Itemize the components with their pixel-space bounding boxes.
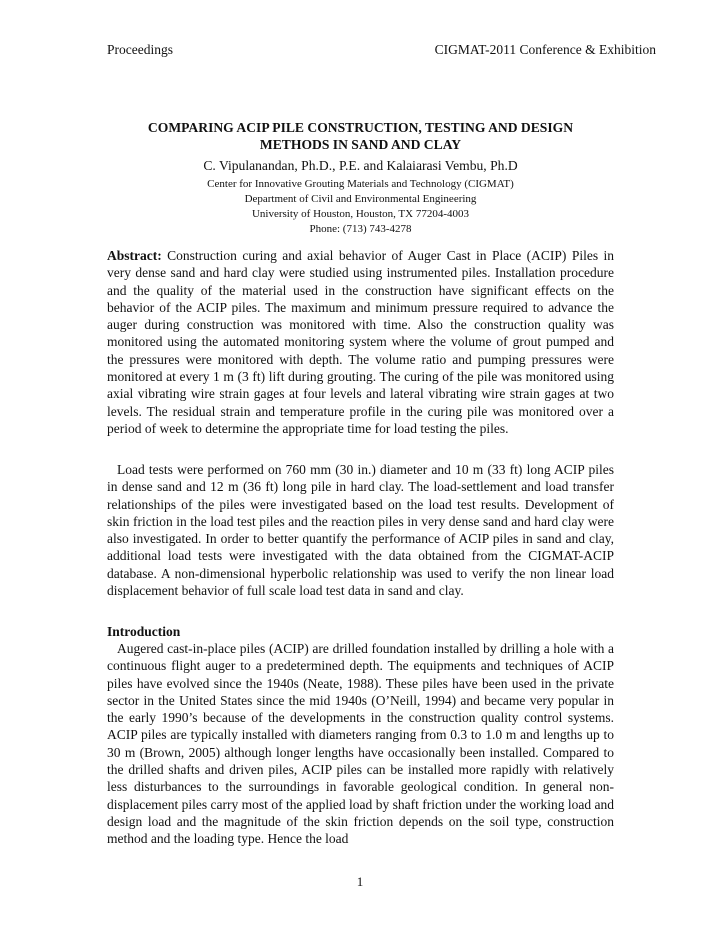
abstract-label: Abstract:: [107, 248, 162, 263]
abstract-text: Construction curing and axial behavior of Auger Cast in Place (ACIP) Piles in very dense sand and hard clay were studied using instrumented piles. Installation procedure and the quality of the material used in the construction have significant effects on the behavior of the ACIP piles. The maximum and minimum pressure required to advance the auger during construction was monitored with time. Also the construction quality was monitored using the automated monitoring system where the volume of grout pumped and the pressures were monitored with depth. The volume ratio and pumping pressures were monitored at every 1 m (3 ft) lift during grouting. The curing of the pile was monitored using axial vibrating wire strain gages at four levels and lateral vibrating wire strain gages at two levels. The residual strain and temperature profile in the curing pile was monitored over a period of week to determine the appropriate time for load testing the piles.: [107, 248, 614, 436]
title-line-2: METHODS IN SAND AND CLAY: [259, 136, 462, 152]
introduction-paragraph: Augered cast-in-place piles (ACIP) are drilled foundation installed by drilling a hole with a continuous flight auger to a predetermined depth. The equipments and techniques of ACIP piles have evolved since the 1940s (Neate, 1988). These piles have been used in the private sector in the United States since the mid 1940s (O’Neill, 1994) and became very popular in the early 1990’s because of the developments in the construction quality control systems. ACIP piles are typically installed with diameters ranging from 0.3 to 1.0 m and lengths up to 30 m (Brown, 2005) although longer lengths have occasionally been installed. Compared to the drilled shafts and driven piles, ACIP piles can be installed more rapidly with relatively less disturbances to the surroundings in favorable geological condition. In general non-displacement piles carry most of the applied load by shaft friction under the working load and design load and the magnitude of the skin friction depends on the soil type, construction method and the loading type. Hence the load: [107, 641, 614, 847]
title-line-1: COMPARING ACIP PILE CONSTRUCTION, TESTING AND DESIGN: [147, 120, 574, 135]
introduction-heading: Introduction: [107, 624, 181, 639]
page-number: 1: [356, 874, 364, 889]
affiliation-phone: Phone: (713) 743-4278: [309, 223, 412, 235]
abstract-paragraph: [107, 247, 614, 437]
affiliation-center: Center for Innovative Grouting Materials and Technology (CIGMAT): [207, 178, 514, 190]
affiliation-university: University of Houston, Houston, TX 77204-4003: [251, 208, 470, 220]
load-test-paragraph: Load tests were performed on 760 mm (30 in.) diameter and 10 m (33 ft) long ACIP piles in dense sand and 12 m (36 ft) long pile in hard clay. The load-settlement and load transfer relationships of the piles were investigated based on the load test results. Development of skin friction in the load test piles and the reaction piles in very dense sand and hard clay were also investigated. In order to better quantify the performance of ACIP piles in sand and clay, additional load tests were investigated with the data obtained from the CIGMAT-ACIP database. A non-dimensional hyperbolic relationship was used to verify the non linear load displacement behavior of full scale load test data in sand and clay.: [107, 462, 614, 599]
paper-title: [107, 120, 614, 153]
author-list: C. Vipulanandan, Ph.D., P.E. and Kalaiarasi Vembu, Ph.D: [203, 158, 518, 173]
header-proceedings: Proceedings: [107, 42, 173, 57]
header-conference: CIGMAT-2011 Conference & Exhibition: [434, 42, 656, 57]
affiliation-department: Department of Civil and Environmental Engineering: [244, 193, 477, 205]
